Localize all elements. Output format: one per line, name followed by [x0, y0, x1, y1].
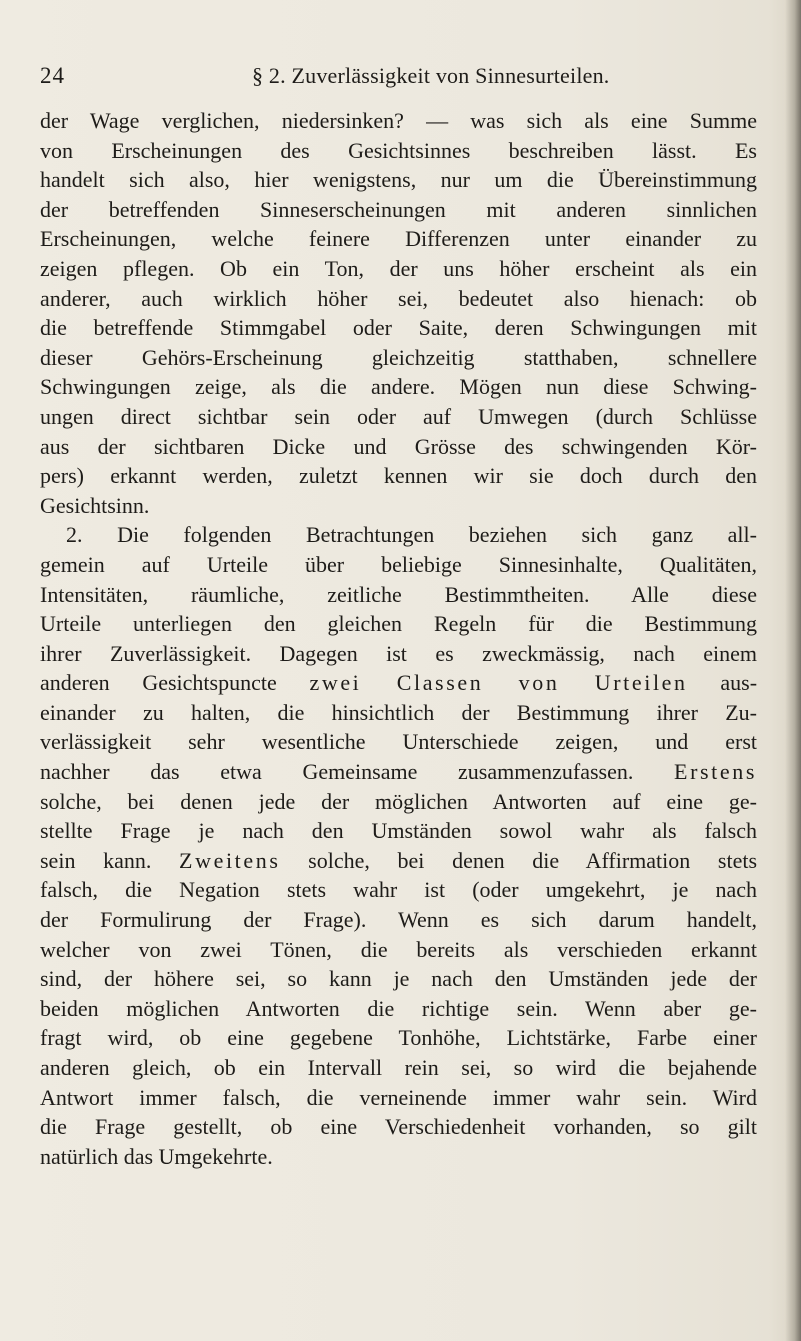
text-line: handelt sich also, hier wenigstens, nur um die Übereinstimmung: [40, 167, 757, 193]
text-line: falsch, die Negation stets wahr ist (oder umgekehrt, je nach: [40, 877, 757, 903]
text-line: [40, 757, 757, 787]
text-line: aus der sichtbaren Dicke und Grösse des schwingenden Kör-: [40, 433, 757, 459]
text-segment: nachher das etwa Gemeinsame zusammenzufassen.: [40, 759, 634, 785]
text-line: pers) erkannt werden, zuletzt kennen wir sie doch durch den: [40, 463, 757, 489]
text-line: ungen direct sichtbar sein oder auf Umwegen (durch Schlüsse: [40, 403, 757, 429]
body-text: [40, 106, 757, 1171]
text-line: anderen gleich, ob ein Intervall rein sei, so wird die bejahende: [40, 1055, 757, 1080]
text-segment: sein kann.: [40, 847, 152, 873]
emphasized-text: Erstens: [674, 759, 757, 785]
text-line: Erscheinungen, welche feinere Differenzen unter einander zu: [40, 226, 757, 252]
text-line: dieser Gehörs-Erscheinung gleichzeitig statthaben, schnellere: [40, 344, 757, 370]
text-line: die betreffende Stimmgabel oder Saite, deren Schwingungen mit: [40, 315, 757, 341]
text-line: solche, bei denen jede der möglichen Antworten auf eine ge-: [40, 788, 757, 814]
text-line: zeigen pflegen. Ob ein Ton, der uns höher erscheint als ein: [40, 255, 757, 281]
text-line: anderer, auch wirklich höher sei, bedeutet also hienach: ob: [40, 285, 757, 311]
text-segment: solche, bei denen die Affirmation stets: [308, 847, 757, 873]
text-line: der Formulirung der Frage). Wenn es sich darum handelt,: [40, 907, 757, 933]
text-line: Schwingungen zeige, als die andere. Mögen nun diese Schwing-: [40, 374, 757, 400]
text-line: Antwort immer falsch, die verneinende immer wahr sein. Wird: [40, 1084, 757, 1110]
text-line: von Erscheinungen des Gesichtsinnes beschreiben lässt. Es: [40, 137, 757, 163]
text-line: der Wage verglichen, niedersinken? — was sich als eine Summe: [40, 108, 757, 133]
text-line: natürlich das Umgekehrte.: [40, 1143, 273, 1169]
text-line: verlässigkeit sehr wesentliche Unterschiede zeigen, und erst: [40, 729, 757, 755]
text-line: stellte Frage je nach den Umständen sowol wahr als falsch: [40, 818, 757, 844]
text-line: beiden möglichen Antworten die richtige sein. Wenn aber ge-: [40, 995, 757, 1021]
text-line: Intensitäten, räumliche, zeitliche Bestimmtheiten. Alle diese: [40, 581, 757, 607]
text-line: fragt wird, ob eine gegebene Tonhöhe, Lichtstärke, Farbe einer: [40, 1025, 757, 1051]
text-line: die Frage gestellt, ob eine Verschiedenheit vorhanden, so gilt: [40, 1114, 757, 1140]
text-line: der betreffenden Sinneserscheinungen mit anderen sinnlichen: [40, 196, 757, 222]
running-head: § 2. Zuverlässigkeit von Sinnesurteilen.: [252, 63, 610, 88]
text-line: ihrer Zuverlässigkeit. Dagegen ist es zweckmässig, nach einem: [40, 640, 757, 666]
text-line: [40, 668, 757, 698]
emphasized-text: zwei Classen von Urteilen: [309, 670, 688, 696]
text-line: einander zu halten, die hinsichtlich der Bestimmung ihrer Zu-: [40, 699, 757, 725]
text-segment: aus-: [720, 670, 757, 696]
text-line: Gesichtsinn.: [40, 492, 150, 518]
text-line: gemein auf Urteile über beliebige Sinnesinhalte, Qualitäten,: [40, 551, 757, 577]
page-number: 24: [40, 63, 65, 88]
page-header: [40, 63, 760, 97]
text-line: Urteile unterliegen den gleichen Regeln für die Bestimmung: [40, 611, 757, 637]
page-edge-shadow: [785, 0, 801, 1341]
text-line: 2. Die folgenden Betrachtungen beziehen sich ganz all-: [66, 522, 757, 548]
text-line: welcher von zwei Tönen, die bereits als verschieden erkannt: [40, 936, 757, 962]
text-line: [40, 846, 757, 876]
text-line: sind, der höhere sei, so kann je nach den Umständen jede der: [40, 966, 757, 992]
text-segment: anderen Gesichtspuncte: [40, 670, 277, 696]
emphasized-text: Zweitens: [179, 847, 281, 873]
